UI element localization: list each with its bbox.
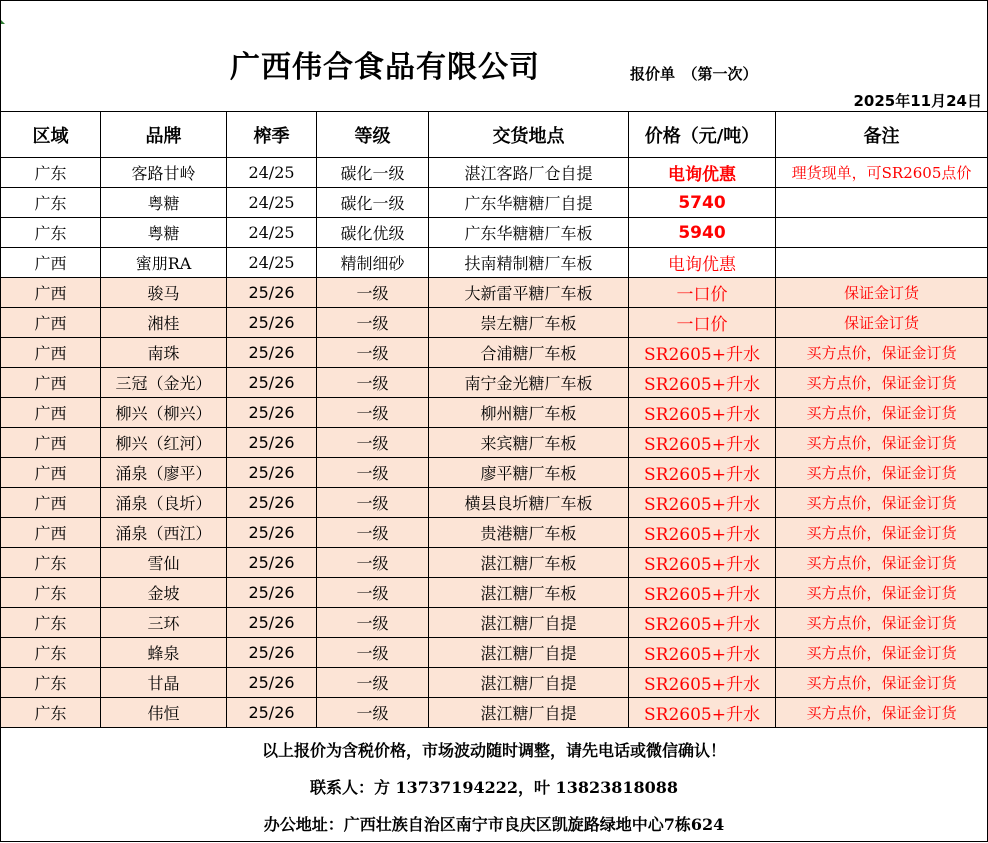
- cell-price: SR2605+升水: [629, 518, 776, 548]
- cell-brand: 骏马: [101, 278, 227, 308]
- cell-grade: 碳化一级: [317, 188, 429, 218]
- cell-region: 广东: [1, 608, 101, 638]
- cell-note: [776, 248, 988, 278]
- cell-season: 24/25: [227, 248, 317, 278]
- cell-region: 广东: [1, 188, 101, 218]
- cell-note: 买方点价，保证金订货: [776, 638, 988, 668]
- col-header-brand: 品牌: [101, 112, 227, 158]
- cell-grade: 一级: [317, 698, 429, 728]
- cell-price: SR2605+升水: [629, 638, 776, 668]
- cell-grade: 碳化优级: [317, 218, 429, 248]
- cell-grade: 一级: [317, 668, 429, 698]
- cell-region: 广东: [1, 698, 101, 728]
- cell-brand: 三环: [101, 608, 227, 638]
- cell-brand: 金坡: [101, 578, 227, 608]
- cell-grade: 一级: [317, 398, 429, 428]
- cell-grade: 一级: [317, 308, 429, 338]
- cell-place: 来宾糖厂车板: [429, 428, 629, 458]
- cell-season: 25/26: [227, 308, 317, 338]
- cell-brand: 南珠: [101, 338, 227, 368]
- cell-place: 崇左糖厂车板: [429, 308, 629, 338]
- cell-place: 柳州糖厂车板: [429, 398, 629, 428]
- cell-grade: 碳化一级: [317, 158, 429, 188]
- cell-note: 买方点价，保证金订货: [776, 548, 988, 578]
- cell-price: SR2605+升水: [629, 698, 776, 728]
- cell-price: SR2605+升水: [629, 668, 776, 698]
- cell-place: 南宁金光糖厂车板: [429, 368, 629, 398]
- cell-place: 湛江糖厂自提: [429, 698, 629, 728]
- cell-price: SR2605+升水: [629, 548, 776, 578]
- cell-brand: 涌泉（西江）: [101, 518, 227, 548]
- cell-place: 湛江糖厂车板: [429, 578, 629, 608]
- cell-price: SR2605+升水: [629, 338, 776, 368]
- cell-note: 理货现单，可SR2605点价: [776, 158, 988, 188]
- cell-place: 扶南精制糖厂车板: [429, 248, 629, 278]
- cell-grade: 一级: [317, 548, 429, 578]
- cell-price: SR2605+升水: [629, 488, 776, 518]
- cell-region: 广东: [1, 218, 101, 248]
- cell-place: 横县良圻糖厂车板: [429, 488, 629, 518]
- cell-grade: 一级: [317, 458, 429, 488]
- cell-season: 25/26: [227, 668, 317, 698]
- cell-price: SR2605+升水: [629, 398, 776, 428]
- cell-season: 25/26: [227, 398, 317, 428]
- cell-season: 25/26: [227, 368, 317, 398]
- footer: [0, 732, 988, 843]
- cell-grade: 一级: [317, 518, 429, 548]
- table-row: [1, 398, 988, 428]
- cell-brand: 粤糖: [101, 188, 227, 218]
- cell-place: 湛江客路厂仓自提: [429, 158, 629, 188]
- cell-place: 合浦糖厂车板: [429, 338, 629, 368]
- cell-place: 广东华糖糖厂自提: [429, 188, 629, 218]
- cell-region: 广西: [1, 338, 101, 368]
- cell-grade: 一级: [317, 338, 429, 368]
- cell-season: 25/26: [227, 338, 317, 368]
- cell-grade: 一级: [317, 488, 429, 518]
- cell-region: 广东: [1, 638, 101, 668]
- cell-note: 保证金订货: [776, 308, 988, 338]
- cell-region: 广东: [1, 578, 101, 608]
- table-row: [1, 458, 988, 488]
- table-row: [1, 188, 988, 218]
- cell-season: 25/26: [227, 608, 317, 638]
- cell-brand: 蜂泉: [101, 638, 227, 668]
- cell-brand: 伟恒: [101, 698, 227, 728]
- table-row: [1, 338, 988, 368]
- cell-price: 一口价: [629, 308, 776, 338]
- col-header-season: 榨季: [227, 112, 317, 158]
- cell-grade: 一级: [317, 578, 429, 608]
- cell-price: SR2605+升水: [629, 428, 776, 458]
- table-row: [1, 158, 988, 188]
- table-row: [1, 518, 988, 548]
- cell-price: 电询优惠: [629, 248, 776, 278]
- cell-region: 广西: [1, 488, 101, 518]
- cell-season: 24/25: [227, 188, 317, 218]
- cell-season: 25/26: [227, 518, 317, 548]
- cell-price: 5940: [629, 218, 776, 248]
- cell-brand: 涌泉（廖平）: [101, 458, 227, 488]
- cell-place: 湛江糖厂自提: [429, 668, 629, 698]
- cell-note: 买方点价，保证金订货: [776, 518, 988, 548]
- table-row: [1, 578, 988, 608]
- cell-note: 买方点价，保证金订货: [776, 608, 988, 638]
- footer-notice: 以上报价为含税价格，市场波动随时调整，请先电话或微信确认！: [261, 741, 726, 760]
- cell-note: [776, 188, 988, 218]
- cell-region: 广西: [1, 398, 101, 428]
- cell-price: SR2605+升水: [629, 578, 776, 608]
- cell-grade: 一级: [317, 368, 429, 398]
- footer-address: 办公地址：广西壮族自治区南宁市良庆区凯旋路绿地中心7栋624: [263, 815, 725, 834]
- cell-brand: 甘晶: [101, 668, 227, 698]
- cell-brand: 粤糖: [101, 218, 227, 248]
- footer-contact: 联系人：方 13737194222，叶 13823818088: [309, 778, 679, 797]
- table-row: [1, 698, 988, 728]
- cell-season: 25/26: [227, 458, 317, 488]
- cell-brand: 涌泉（良圻）: [101, 488, 227, 518]
- cell-note: 买方点价，保证金订货: [776, 668, 988, 698]
- cell-season: 24/25: [227, 218, 317, 248]
- cell-region: 广西: [1, 308, 101, 338]
- cell-price: SR2605+升水: [629, 368, 776, 398]
- cell-note: [776, 218, 988, 248]
- cell-season: 25/26: [227, 488, 317, 518]
- cell-place: 湛江糖厂自提: [429, 608, 629, 638]
- cell-note: 买方点价，保证金订货: [776, 368, 988, 398]
- quote-date: 2025年11月24日: [853, 92, 982, 110]
- cell-grade: 一级: [317, 428, 429, 458]
- cell-season: 25/26: [227, 578, 317, 608]
- cell-season: 25/26: [227, 638, 317, 668]
- table-row: [1, 638, 988, 668]
- cell-grade: 一级: [317, 638, 429, 668]
- cell-brand: 蜜朋RA: [101, 248, 227, 278]
- cell-place: 湛江糖厂自提: [429, 638, 629, 668]
- cell-marker-icon: [1, 20, 5, 24]
- cell-brand: 柳兴（柳兴）: [101, 398, 227, 428]
- company-title: 广西伟合食品有限公司: [230, 50, 540, 85]
- col-header-region: 区域: [1, 112, 101, 158]
- cell-price: 5740: [629, 188, 776, 218]
- price-table: [0, 111, 988, 728]
- cell-place: 贵港糖厂车板: [429, 518, 629, 548]
- col-header-place: 交货地点: [429, 112, 629, 158]
- cell-note: 买方点价，保证金订货: [776, 398, 988, 428]
- table-header-row: [1, 112, 988, 158]
- cell-place: 大新雷平糖厂车板: [429, 278, 629, 308]
- cell-region: 广西: [1, 248, 101, 278]
- cell-region: 广西: [1, 278, 101, 308]
- table-row: [1, 368, 988, 398]
- cell-note: 买方点价，保证金订货: [776, 428, 988, 458]
- cell-place: 湛江糖厂车板: [429, 548, 629, 578]
- cell-price: 一口价: [629, 278, 776, 308]
- cell-season: 25/26: [227, 428, 317, 458]
- col-header-grade: 等级: [317, 112, 429, 158]
- cell-region: 广东: [1, 548, 101, 578]
- cell-brand: 客路甘岭: [101, 158, 227, 188]
- cell-note: 买方点价，保证金订货: [776, 698, 988, 728]
- cell-note: 买方点价，保证金订货: [776, 458, 988, 488]
- cell-price: SR2605+升水: [629, 608, 776, 638]
- cell-brand: 三冠（金光）: [101, 368, 227, 398]
- col-header-note: 备注: [776, 112, 988, 158]
- cell-grade: 一级: [317, 608, 429, 638]
- table-row: [1, 608, 988, 638]
- cell-place: 廖平糖厂车板: [429, 458, 629, 488]
- cell-grade: 精制细砂: [317, 248, 429, 278]
- table-row: [1, 428, 988, 458]
- cell-region: 广东: [1, 668, 101, 698]
- table-row: [1, 248, 988, 278]
- cell-note: 买方点价，保证金订货: [776, 488, 988, 518]
- table-row: [1, 488, 988, 518]
- cell-region: 广西: [1, 428, 101, 458]
- cell-region: 广西: [1, 518, 101, 548]
- cell-grade: 一级: [317, 278, 429, 308]
- cell-season: 24/25: [227, 158, 317, 188]
- cell-region: 广西: [1, 368, 101, 398]
- cell-note: 买方点价，保证金订货: [776, 578, 988, 608]
- cell-brand: 湘桂: [101, 308, 227, 338]
- col-header-price: 价格（元/吨）: [629, 112, 776, 158]
- cell-region: 广西: [1, 458, 101, 488]
- cell-season: 25/26: [227, 278, 317, 308]
- table-row: [1, 308, 988, 338]
- cell-price: 电询优惠: [629, 158, 776, 188]
- cell-note: 买方点价，保证金订货: [776, 338, 988, 368]
- cell-brand: 雪仙: [101, 548, 227, 578]
- cell-season: 25/26: [227, 548, 317, 578]
- cell-price: SR2605+升水: [629, 458, 776, 488]
- table-row: [1, 548, 988, 578]
- cell-brand: 柳兴（红河）: [101, 428, 227, 458]
- document-type: 报价单 （第一次）: [630, 65, 758, 83]
- cell-note: 保证金订货: [776, 278, 988, 308]
- table-row: [1, 668, 988, 698]
- cell-place: 广东华糖糖厂车板: [429, 218, 629, 248]
- cell-region: 广东: [1, 158, 101, 188]
- cell-season: 25/26: [227, 698, 317, 728]
- table-row: [1, 218, 988, 248]
- table-row: [1, 278, 988, 308]
